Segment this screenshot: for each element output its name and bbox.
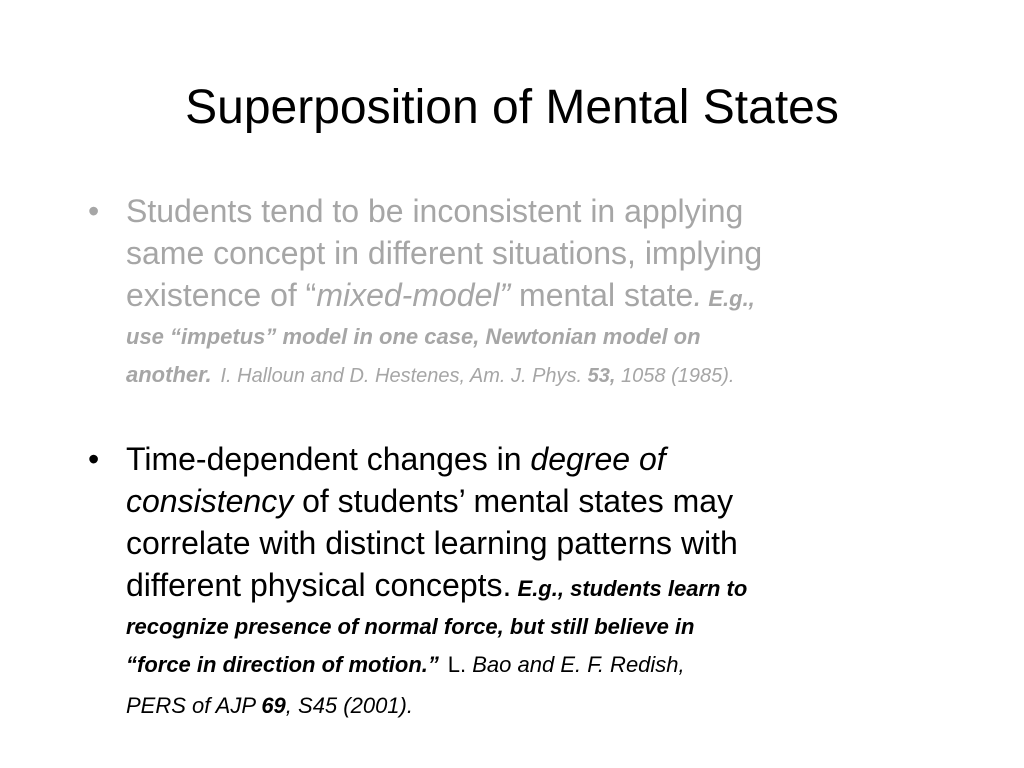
bullet-2-line-2-suffix: of students’ mental states may [293, 483, 734, 519]
bullet-2-line-4 [126, 564, 928, 610]
bullet-2-degree-of: degree of [530, 441, 666, 477]
bullet-2-line-3: correlate with distinct learning patterns with [126, 525, 738, 561]
bullet-2 [88, 438, 928, 723]
bullet-2-line-1 [126, 438, 928, 480]
bullet-1-line-1: Students tend to be inconsistent in applying [126, 193, 744, 229]
bullet-1-line-3-suffix: mental state [510, 277, 694, 313]
bullet-2-citation-initial: L. [447, 652, 467, 677]
bullet-2-citation-authors: Bao and E. F. Redish, [466, 652, 685, 677]
bullet-1-line-4: use “impetus” model in one case, Newtonian model on [126, 324, 701, 349]
bullet-2-citation-suffix: , S45 (2001). [285, 693, 413, 718]
bullet-1-marker: • [88, 193, 100, 229]
bullet-1 [88, 190, 928, 399]
bullet-2-citation-journal: PERS of AJP [126, 693, 262, 718]
bullet-1-mixed-model: mixed-model” [316, 277, 511, 313]
bullet-1-line-2: same concept in different situations, implying [126, 235, 763, 271]
bullet-1-eg: E.g., [702, 286, 755, 311]
bullet-1-line-3 [126, 274, 928, 320]
bullet-1-citation-prefix: I. Halloun and D. Hestenes, Am. J. Phys. [220, 365, 588, 387]
bullet-1-period: . [693, 277, 703, 313]
bullet-1-line-3-prefix: existence of “ [126, 277, 317, 313]
bullet-1-text [126, 190, 928, 399]
bullet-1-citation-suffix: 1058 (1985). [615, 365, 735, 387]
bullet-2-line-6 [126, 644, 928, 689]
bullet-1-citation [220, 365, 734, 387]
bullet-1-line-5 [126, 354, 928, 399]
bullet-2-text [126, 438, 928, 723]
bullet-2-line-4-prefix: different physical concepts. [126, 567, 512, 603]
bullet-2-consistency: consistency [126, 483, 294, 519]
slide-title: Superposition of Mental States [185, 81, 839, 134]
bullet-1-citation-volume: 53, [587, 365, 616, 387]
bullet-2-marker: • [88, 441, 100, 477]
bullet-2-eg: E.g., students learn to [511, 576, 748, 601]
bullet-1-another: another. [126, 362, 212, 387]
bullet-2-line-7 [126, 689, 928, 723]
bullet-2-line-2 [126, 480, 928, 522]
bullet-2-line-5: recognize presence of normal force, but still believe in [126, 614, 695, 639]
bullet-2-force-direction: “force in direction of motion.” [126, 652, 439, 677]
bullet-2-citation-volume: 69 [261, 693, 286, 718]
bullet-2-line-1-prefix: Time-dependent changes in [126, 441, 531, 477]
